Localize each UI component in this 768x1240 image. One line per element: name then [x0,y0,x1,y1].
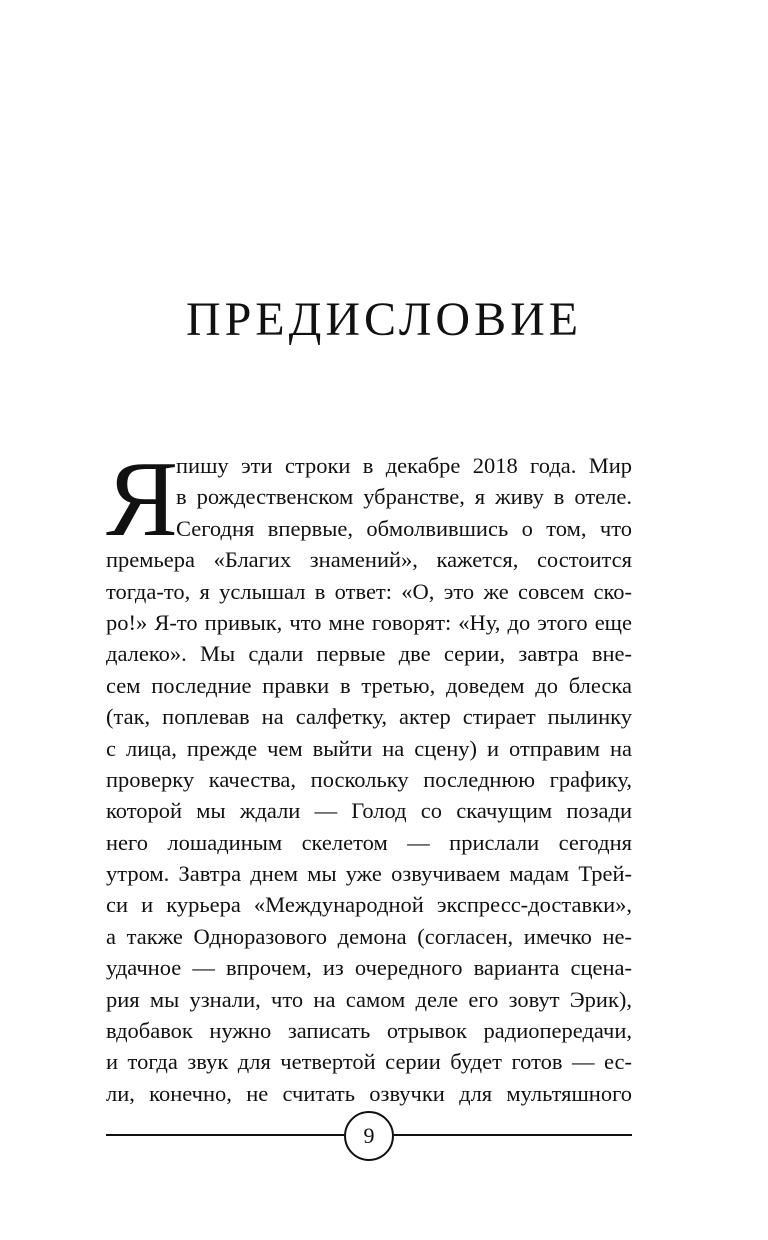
text-line: с лица, прежде чем выйти на сцену) и отправим на [106,735,632,761]
text-line: него лошадиным скелетом — прислали сегодня [106,829,632,855]
drop-cap: Я [106,440,179,559]
page-number: 9 [344,1111,394,1161]
text-line: которой мы ждали — Голод со скачущим позади [106,798,632,824]
footer-rule-left [106,1134,344,1136]
text-line: в рождественском убранстве, я живу в отеле. [176,484,632,510]
page-footer [106,1108,632,1164]
text-line: вдобавок нужно записать отрывок радиопередачи, [106,1018,632,1044]
text-line: далеко». Мы сдали первые две серии, завтра вне- [106,641,632,667]
text-line: Сегодня впервые, обмолвившись о том, что [176,515,632,541]
chapter-title: ПРЕДИСЛОВИЕ [185,293,583,346]
text-line: и тогда звук для четвертой серии будет готов — ес- [106,1049,632,1075]
text-line: си и курьера «Международной экспресс-доставки», [106,892,632,918]
text-line: (так, поплевав на салфетку, актер стирает пылинку [106,704,632,730]
text-line: ли, конечно, не считать озвучки для мультяшного [106,1080,632,1106]
text-line: пишу эти строки в декабре 2018 года. Мир [176,453,632,478]
footer-rule-right [394,1134,632,1136]
text-line: рия мы узнали, что на самом деле его зовут Эрик), [106,986,632,1012]
text-line: а также Одноразового демона (согласен, имечко не- [106,923,632,949]
text-line: ро!» Я-то привык, что мне говорят: «Ну, до этого еще [106,609,632,635]
text-line: удачное — впрочем, из очередного варианта сцена- [106,955,632,981]
text-line: проверку качества, поскольку последнюю графику, [106,766,632,792]
body-text [106,440,632,1109]
text-line: премьера «Благих знамений», кажется, состоится [106,547,632,573]
text-line: утром. Завтра днем мы уже озвучиваем мадам Трей- [106,861,632,887]
text-line: тогда-то, я услышал в ответ: «О, это же совсем ско- [106,578,632,604]
text-line: сем последние правки в третью, доведем до блеска [106,672,632,698]
